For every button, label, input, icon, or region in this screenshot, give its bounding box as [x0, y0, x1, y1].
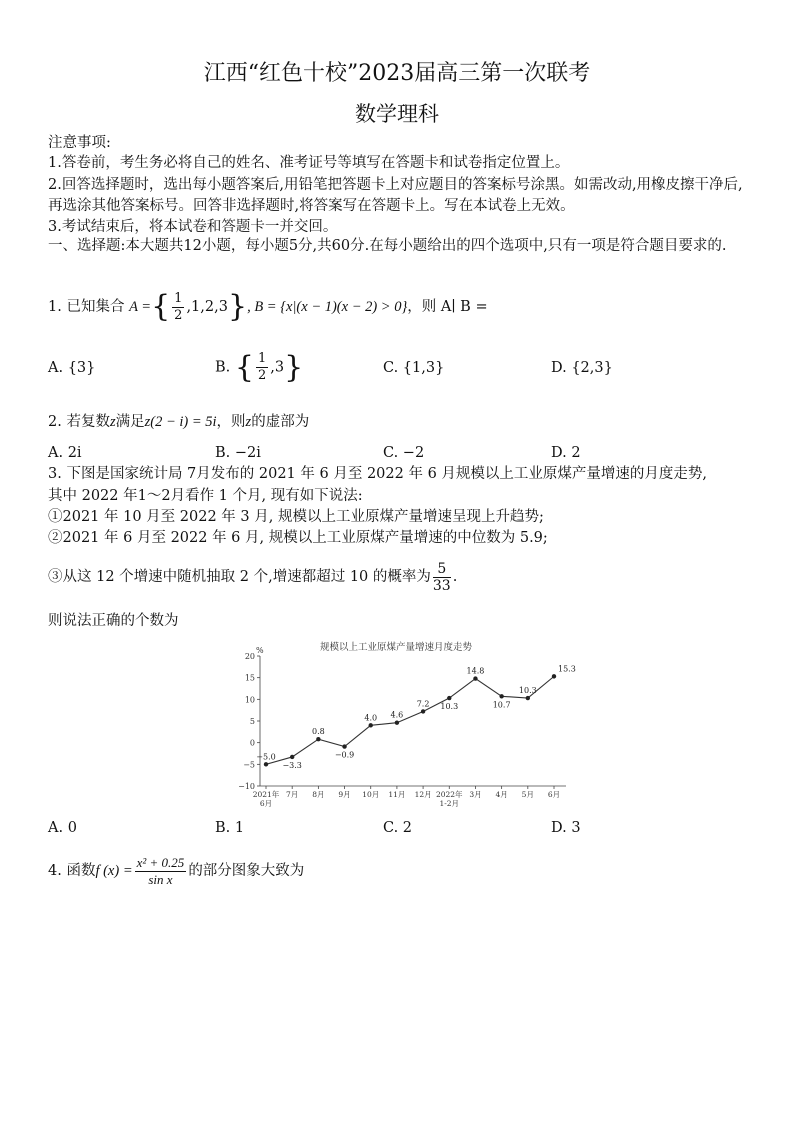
chart-title: 规模以上工业原煤产量增速月度走势	[319, 642, 473, 653]
data-label: 15.3	[558, 664, 576, 674]
q3-line-1: 3. 下图是国家统计局 7月发布的 2021 年 6 月至 2022 年 6 月规模以上工业原煤产量增速的月度走势,	[48, 466, 708, 482]
q2-option-b: B. −2i	[215, 445, 261, 461]
x-tick-label: 2022年	[435, 790, 463, 799]
data-point	[447, 696, 451, 700]
q1-option-d: D. {2,3}	[551, 360, 613, 376]
q3-statement-1: ①2021 年 10 月至 2022 年 3 月, 规模以上工业原煤产量增速呈现上升趋势;	[48, 509, 544, 525]
notice-item-1: 1.答卷前，考生务必将自己的姓名、准考证号等填写在答题卡和试卷指定位置上。	[48, 155, 570, 171]
data-label: −3.3	[282, 760, 302, 770]
right-brace: }	[227, 289, 248, 324]
series-line	[266, 676, 554, 764]
data-label: 0.8	[311, 727, 325, 737]
y-tick-label: −5	[243, 760, 255, 770]
notice-item-2: 2.回答选择题时，选出每小题答案后,用铅笔把答题卡上对应题目的答案标号涂黑。如需改动,用橡皮擦干净后,再选涂其他答案标号。回答非选择题时,将答案写在答题卡上。写在本试卷上无效。	[48, 177, 743, 214]
y-tick-label: 15	[244, 673, 255, 683]
q1-set-a-rest: ,1,2,3	[186, 299, 228, 315]
q3-option-d: D. 3	[551, 820, 581, 836]
data-point	[342, 744, 346, 748]
x-tick-sublabel: 6月	[259, 799, 273, 808]
data-label: 4.0	[364, 713, 378, 723]
data-point	[421, 709, 425, 713]
data-label: 14.8	[466, 666, 485, 676]
q2-option-d: D. 2	[551, 445, 581, 461]
x-tick-label: 5月	[521, 790, 534, 799]
y-tick-label: 20	[244, 652, 255, 661]
q3-statement-3: ③从这 12 个增速中随机抽取 2 个,增速都超过 10 的概率为 $\frac{5}{33}$ .	[48, 560, 458, 594]
data-label: 4.6	[390, 710, 404, 720]
q3-option-b: B. 1	[215, 820, 245, 836]
q3-line-2: 其中 2022 年1～2月看作 1 个月, 现有如下说法:	[48, 488, 363, 504]
q2-option-c: C. −2	[383, 445, 425, 461]
q1-option-b: B. { $\frac{1}{2}$ ,3}	[215, 350, 304, 385]
x-tick-label: 7月	[286, 790, 299, 799]
exam-subtitle: 数学理科	[355, 102, 439, 126]
y-tick-label: 0	[249, 738, 255, 748]
data-point	[395, 721, 399, 725]
q2-option-a: A. 2i	[48, 445, 82, 461]
section-heading: 一、选择题:本大题共12小题，每小题5分,共60分.在每小题给出的四个选项中,只有一项是符合题目要求的.	[48, 238, 727, 254]
question-2: 2. 若复数z满足z(2 − i) = 5i，则z的虚部为	[48, 414, 310, 430]
x-tick-label: 8月	[312, 790, 325, 799]
x-tick-label: 10月	[362, 790, 380, 799]
q1-lead: 1. 已知集合	[48, 299, 125, 315]
q3-option-a: A. 0	[48, 820, 77, 836]
q3-option-c: C. 2	[383, 820, 413, 836]
x-tick-label: 9月	[338, 790, 351, 799]
chart-y-unit: %	[256, 646, 264, 655]
q1-set-b: , B = {x|(x − 1)(x − 2) > 0}	[247, 299, 408, 315]
data-point	[473, 676, 477, 680]
chart-series	[256, 664, 576, 770]
data-point	[552, 674, 556, 678]
q3-prompt: 则说法正确的个数为	[48, 613, 179, 629]
question-4: 4. 函数f (x) = $\frac{\text{x² + 0.25}}{\text{sin x}}$ 的部分图象大致为	[48, 854, 305, 887]
data-point	[526, 696, 530, 700]
x-tick-label: 3月	[469, 790, 482, 799]
y-tick-label: 10	[244, 695, 255, 705]
q1-option-a: A. {3}	[48, 360, 96, 376]
data-point	[316, 737, 320, 741]
coal-output-growth-chart	[236, 638, 576, 810]
chart-axes	[238, 652, 566, 808]
notice-item-3: 3.考试结束后，将本试卷和答题卡一并交回。	[48, 219, 338, 235]
exam-title: 江西“红色十校”2023届高三第一次联考	[203, 61, 591, 86]
q3-statement-2: ②2021 年 6 月至 2022 年 6 月, 规模以上工业原煤产量增速的中位数为 5.9;	[48, 530, 548, 546]
x-tick-label: 4月	[495, 790, 508, 799]
y-tick-label: −10	[238, 782, 255, 791]
x-tick-label: 6月	[547, 790, 561, 799]
data-point	[369, 723, 373, 727]
data-label: 10.7	[492, 700, 511, 710]
x-tick-sublabel: 1-2月	[439, 799, 460, 808]
data-label: 7.2	[416, 699, 430, 709]
y-tick-label: 5	[249, 717, 255, 726]
left-brace: {	[151, 289, 171, 324]
x-tick-label: 11月	[388, 790, 406, 799]
data-label: −5.0	[256, 752, 276, 762]
data-point	[264, 762, 268, 766]
data-point	[290, 755, 294, 759]
q1-option-c: C. {1,3}	[383, 360, 445, 376]
data-point	[499, 694, 503, 698]
data-label: −0.9	[334, 750, 355, 760]
q1-tail: ，则 A∣ B =	[407, 299, 488, 315]
notice-heading: 注意事项:	[48, 135, 111, 151]
data-label: 10.3	[440, 702, 459, 712]
x-tick-label: 2021年	[252, 790, 280, 799]
x-tick-label: 12月	[414, 790, 432, 799]
question-1	[48, 290, 748, 324]
q1-set-a-label: A =	[129, 299, 152, 315]
q1-fraction: $\frac{1}{2}$	[174, 290, 183, 323]
data-label: 10.3	[518, 686, 537, 696]
